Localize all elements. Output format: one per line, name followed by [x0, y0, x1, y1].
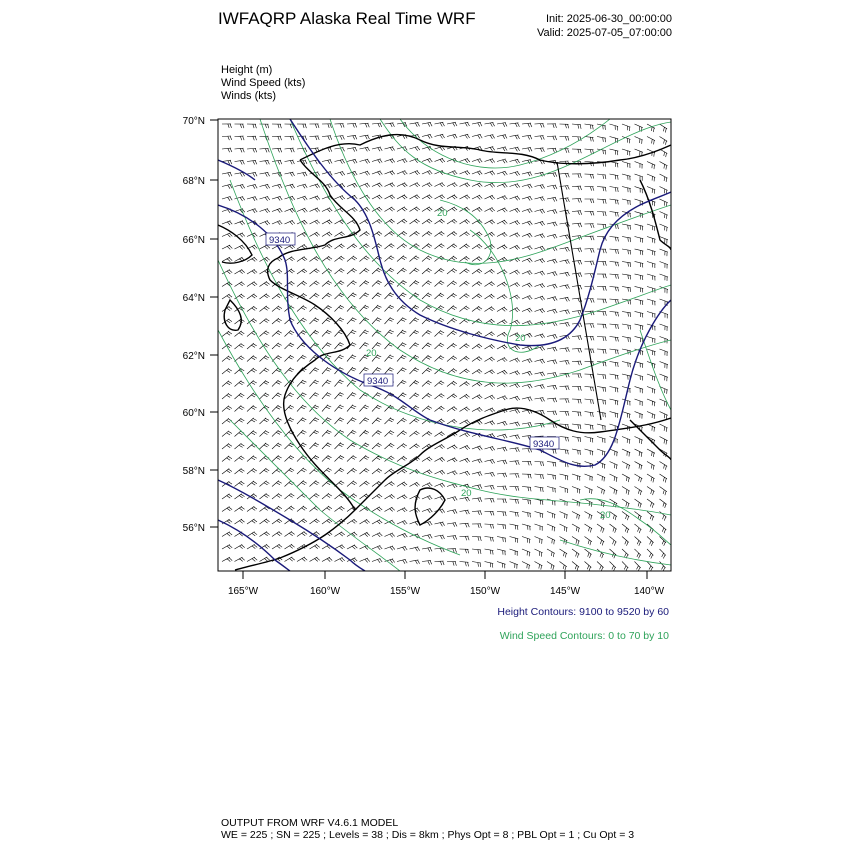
height-label-3: 9340	[533, 439, 555, 450]
lon-label-150: 150°W	[469, 586, 501, 597]
valid-time: Valid: 2025-07-05_07:00:00	[537, 27, 672, 39]
height-contours-note: Height Contours: 9100 to 9520 by 60	[497, 606, 669, 618]
lat-label-58: 58°N	[182, 466, 205, 477]
lon-label-145: 145°W	[549, 586, 581, 597]
lat-label-66: 66°N	[182, 235, 205, 246]
lat-label-64: 64°N	[182, 293, 205, 304]
height-label-1: 9340	[269, 235, 291, 246]
init-time: Init: 2025-06-30_00:00:00	[546, 13, 672, 25]
footer-config: WE = 225 ; SN = 225 ; Levels = 38 ; Dis = 8km ; Phys Opt = 8 ; PBL Opt = 1 ; Cu Opt = 3	[221, 829, 635, 841]
height-label-2: 9340	[367, 376, 389, 387]
speed-label-3: 20	[515, 333, 526, 344]
lat-label-70: 70°N	[182, 116, 205, 127]
lat-label-56: 56°N	[182, 523, 205, 534]
lon-label-160: 160°W	[309, 586, 341, 597]
speed-label-2: 20	[366, 348, 377, 359]
border-line	[557, 162, 601, 420]
footer-model: OUTPUT FROM WRF V4.6.1 MODEL	[221, 817, 399, 829]
lat-label-60: 60°N	[182, 408, 205, 419]
speed-label-1: 20	[437, 208, 448, 219]
wind-barbs	[222, 122, 668, 571]
speed-contour-labels	[366, 208, 611, 521]
model-footer	[221, 817, 634, 841]
lat-label-62: 62°N	[182, 351, 205, 362]
lat-label-68: 68°N	[182, 176, 205, 187]
speed-label-5: 20	[600, 510, 611, 521]
wind-barb-field	[222, 122, 668, 571]
lon-label-165: 165°W	[227, 586, 259, 597]
variable-winds: Winds (kts)	[221, 90, 276, 102]
speed-label-4: 20	[461, 488, 472, 499]
longitude-axis	[243, 571, 647, 579]
map-title: IWFAQRP Alaska Real Time WRF	[218, 9, 476, 28]
variable-height: Height (m)	[221, 64, 273, 76]
lon-label-155: 155°W	[389, 586, 421, 597]
latitude-axis	[210, 120, 218, 527]
lon-label-140: 140°W	[633, 586, 665, 597]
wind-speed-contours-note: Wind Speed Contours: 0 to 70 by 10	[499, 630, 669, 642]
variable-wind-speed: Wind Speed (kts)	[221, 77, 306, 89]
